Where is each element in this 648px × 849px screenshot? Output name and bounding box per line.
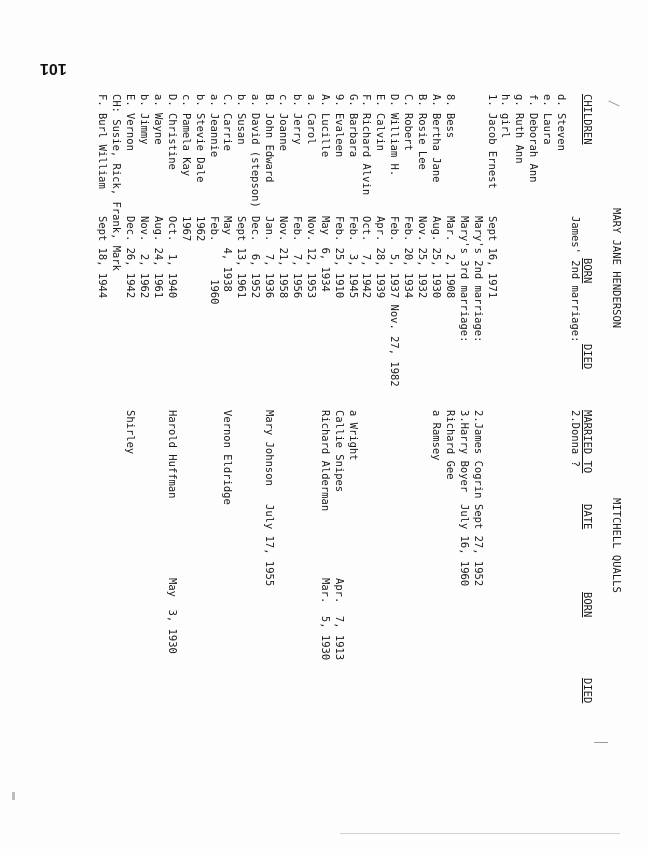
child-name: d. Steven [555, 94, 568, 151]
marriage-date: Sept 27, 1952 [471, 504, 484, 587]
child-name: B. Rosie Lee [416, 94, 429, 170]
child-name: A. Lucille [318, 94, 331, 158]
child-name: a. Jeannie [207, 94, 220, 158]
married-to: 2.Donna ? [569, 410, 581, 467]
marriage-date: July 16, 1960 [457, 504, 470, 587]
child-name: a. Carol [304, 94, 317, 145]
child-name: 8. Bess [443, 94, 456, 139]
child-name: a. David (stepson) [249, 94, 262, 208]
child-name: b. Susan [235, 94, 248, 145]
child-name: b. Jimmy [138, 94, 151, 145]
born-date: Feb. 7, 1956 [291, 216, 303, 299]
married-to: Richard Gee [443, 410, 456, 480]
child-name: D. William H. [388, 94, 401, 177]
spouse-born: Apr. 7, 1913 [332, 578, 345, 661]
born-date: Oct. 7, 1942 [360, 216, 373, 299]
born-date: Sept 18, 1944 [96, 216, 109, 299]
child-name: A. Bertha Jane [430, 94, 442, 183]
child-name: F. Richard Alvin [360, 94, 373, 196]
header-born2: BORN [581, 592, 593, 618]
child-name: c. Pamela Kay [179, 94, 192, 177]
born-date: Feb. 5, 1937 Nov. 27, 1982 [388, 216, 401, 387]
marriage-date: July 17, 1955 [263, 504, 276, 587]
born-date: Sept 13, 1961 [235, 216, 248, 299]
born-date: 1962 [193, 216, 206, 242]
married-to: a Wright [346, 410, 359, 461]
born-date: Mary's 2nd marriage: [471, 216, 484, 343]
child-name: C. Robert [402, 94, 415, 151]
header-died: DIED [581, 344, 593, 370]
married-to: Vernon Eldridge [221, 410, 234, 505]
child-name: CH: Susie, Rick, Frank, Mark [110, 94, 123, 272]
header-date: DATE [581, 504, 593, 530]
child-name: G. Barbara [346, 94, 359, 158]
married-to: Callie Snipes [332, 410, 345, 493]
born-date: Feb. 20, 1934 [402, 216, 415, 299]
born-date: May 6, 1934 [318, 216, 331, 292]
child-name: e. Laura [541, 94, 554, 145]
child-name: b. Jerry [291, 94, 303, 145]
child-name: D. Christine [165, 94, 178, 170]
child-name: E. Vernon [124, 94, 137, 151]
born-date: Nov. 2, 1962 [138, 216, 151, 299]
born-date: Apr. 28, 1939 [374, 216, 387, 299]
born-date: Mar. 2, 1908 [443, 216, 456, 299]
born-date: May 4, 1938 [221, 216, 234, 292]
married-to: Harold Huffman [165, 410, 178, 499]
married-to: Richard Alderman [318, 410, 331, 512]
born-date: Oct. 1, 1940 [165, 216, 178, 299]
born-date: Dec. 26, 1942 [124, 216, 137, 299]
child-name: g. Ruth Ann [513, 94, 526, 164]
born-date: Nov. 21, 1958 [277, 216, 290, 299]
born-date: James' 2nd marriage: [569, 216, 581, 343]
child-name: F. Burl William [96, 94, 109, 189]
married-to: 2.James Cogrin [471, 410, 484, 499]
born-date: 1967 [179, 216, 192, 242]
child-name: B. John Edward [263, 94, 276, 183]
spouse-born: Mar. 5, 1930 [318, 578, 331, 661]
born-date: Feb. 3, 1945 [346, 216, 359, 299]
document-title: MARY JANE HENDERSON [610, 208, 622, 329]
spouse-born: May 3, 1930 [165, 578, 178, 654]
header-married-to: MARRIED TO [581, 410, 593, 474]
child-name: c. Joanne [277, 94, 290, 151]
born-date: Feb. 25, 1910 [332, 216, 345, 299]
born-date: Feb. 1960 [207, 216, 220, 305]
child-name: h. girl [499, 94, 512, 139]
right-title: MITCHELL QUALLS [610, 498, 622, 593]
born-date: Aug. 25, 1930 [430, 216, 442, 299]
child-name: b. Stevie Dale [193, 94, 206, 183]
born-date: Nov. 12, 1953 [304, 216, 317, 299]
born-date: Aug. 24, 1961 [152, 216, 164, 299]
child-name: 1. Jacob Ernest [485, 94, 498, 189]
born-date: Dec. 6, 1952 [249, 216, 262, 299]
child-name: a. Wayne [152, 94, 164, 145]
born-date: Mary's 3rd marriage: [457, 216, 470, 343]
born-date: Nov. 25, 1932 [416, 216, 429, 299]
child-name: f. Deborah Ann [527, 94, 540, 183]
page-number: 101 [40, 60, 67, 77]
header-children: CHILDREN [581, 94, 593, 145]
child-name: 9. Evaleen [332, 94, 345, 158]
married-to: Mary Johnson [263, 410, 276, 486]
header-died2: DIED [581, 678, 593, 704]
child-name: C. Carrie [221, 94, 234, 151]
born-date: Jan. 7, 1936 [263, 216, 276, 299]
married-to: 3.Harry Boyer [457, 410, 470, 493]
born-date: Sept 16, 1971 [485, 216, 498, 299]
child-name: E. Calvin [374, 94, 387, 151]
header-born: BORN [581, 258, 593, 284]
married-to: Shirley [124, 410, 137, 455]
married-to: a Ramsey [430, 410, 442, 461]
